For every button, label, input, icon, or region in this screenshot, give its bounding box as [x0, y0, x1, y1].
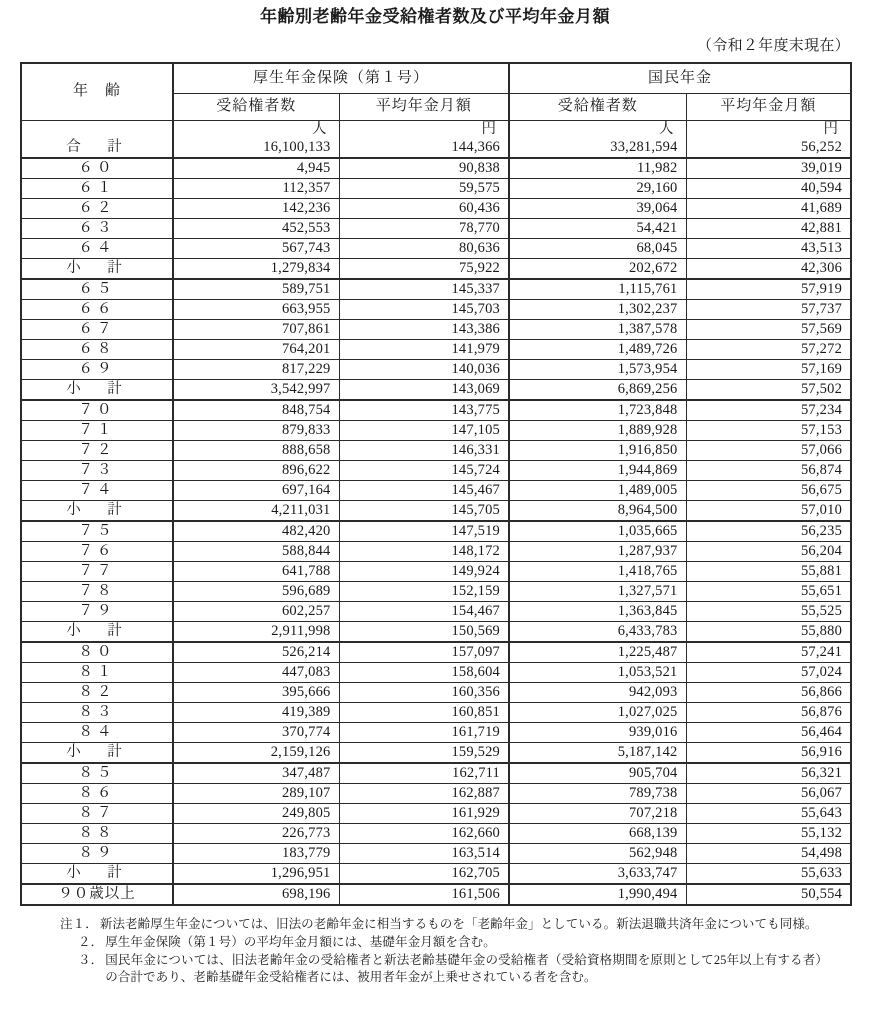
- row-age-label: ６２: [21, 198, 173, 218]
- cell-value: 57,024: [686, 662, 851, 682]
- cell-value: 482,420: [173, 521, 339, 542]
- unit-label: 人: [173, 120, 339, 138]
- row-age-label: 小 計: [21, 621, 173, 642]
- row-age-label: ８１: [21, 662, 173, 682]
- table-row: [21, 823, 851, 843]
- cell-value: 157,097: [339, 642, 509, 663]
- cell-value: 57,234: [686, 400, 851, 421]
- cell-value: 55,525: [686, 601, 851, 621]
- cell-value: 68,045: [509, 238, 686, 258]
- row-age-label: ６８: [21, 339, 173, 359]
- row-age-label: ６９: [21, 359, 173, 379]
- table-row: [21, 742, 851, 763]
- cell-value: 1,916,850: [509, 440, 686, 460]
- table-row: [21, 561, 851, 581]
- table-row: [21, 279, 851, 300]
- cell-value: 162,660: [339, 823, 509, 843]
- cell-value: 939,016: [509, 722, 686, 742]
- table-row: [21, 440, 851, 460]
- cell-value: 163,514: [339, 843, 509, 863]
- cell-value: 596,689: [173, 581, 339, 601]
- cell-value: 1,279,834: [173, 258, 339, 279]
- cell-value: 226,773: [173, 823, 339, 843]
- cell-value: 145,337: [339, 279, 509, 300]
- cell-value: 43,513: [686, 238, 851, 258]
- cell-value: 249,805: [173, 803, 339, 823]
- cell-value: 75,922: [339, 258, 509, 279]
- cell-value: 55,880: [686, 621, 851, 642]
- cell-value: 57,169: [686, 359, 851, 379]
- row-age-label: ６１: [21, 178, 173, 198]
- footnote: [78, 952, 828, 986]
- cell-value: 142,236: [173, 198, 339, 218]
- table-row: [21, 601, 851, 621]
- cell-value: 2,159,126: [173, 742, 339, 763]
- cell-value: 39,019: [686, 158, 851, 179]
- pension-statistics-table: [20, 62, 852, 906]
- cell-value: 42,881: [686, 218, 851, 238]
- cell-value: 942,093: [509, 682, 686, 702]
- cell-value: 55,651: [686, 581, 851, 601]
- row-age-label: ８６: [21, 783, 173, 803]
- cell-value: 588,844: [173, 541, 339, 561]
- row-age-label: ６３: [21, 218, 173, 238]
- cell-value: 1,418,765: [509, 561, 686, 581]
- cell-value: 50,554: [686, 884, 851, 905]
- row-age-label: 小 計: [21, 258, 173, 279]
- table-row: [21, 138, 851, 158]
- table-row: [21, 238, 851, 258]
- cell-value: 6,869,256: [509, 379, 686, 400]
- cell-value: 57,502: [686, 379, 851, 400]
- column-header-age: 年 齢: [21, 63, 173, 120]
- cell-value: 54,498: [686, 843, 851, 863]
- cell-value: 8,964,500: [509, 500, 686, 521]
- cell-value: 78,770: [339, 218, 509, 238]
- row-age-label: ６０: [21, 158, 173, 179]
- cell-value: 56,866: [686, 682, 851, 702]
- cell-value: 112,357: [173, 178, 339, 198]
- row-age-label: ８３: [21, 702, 173, 722]
- unit-label: 円: [339, 120, 509, 138]
- cell-value: 4,211,031: [173, 500, 339, 521]
- header-row-groups: [21, 63, 851, 93]
- cell-value: 663,955: [173, 299, 339, 319]
- column-header-kokumin-avg-monthly: 平均年金月額: [686, 93, 851, 120]
- cell-value: 162,711: [339, 763, 509, 784]
- cell-value: 90,838: [339, 158, 509, 179]
- row-age-label: ９０歳以上: [21, 884, 173, 905]
- cell-value: 668,139: [509, 823, 686, 843]
- column-header-kokumin-recipients: 受給権者数: [509, 93, 686, 120]
- cell-value: 56,067: [686, 783, 851, 803]
- cell-value: 789,738: [509, 783, 686, 803]
- cell-value: 40,594: [686, 178, 851, 198]
- row-age-label: ８０: [21, 642, 173, 663]
- cell-value: 55,633: [686, 863, 851, 884]
- cell-value: 150,569: [339, 621, 509, 642]
- footnotes: [60, 916, 828, 986]
- table-row: [21, 178, 851, 198]
- cell-value: 641,788: [173, 561, 339, 581]
- cell-value: 347,487: [173, 763, 339, 784]
- cell-value: 289,107: [173, 783, 339, 803]
- cell-value: 56,204: [686, 541, 851, 561]
- cell-value: 764,201: [173, 339, 339, 359]
- cell-value: 1,944,869: [509, 460, 686, 480]
- row-age-label: ８２: [21, 682, 173, 702]
- cell-value: 41,689: [686, 198, 851, 218]
- cell-value: 1,027,025: [509, 702, 686, 722]
- cell-value: 161,719: [339, 722, 509, 742]
- table-row: [21, 803, 851, 823]
- table-row: [21, 258, 851, 279]
- row-age-label: 小 計: [21, 863, 173, 884]
- cell-value: 159,529: [339, 742, 509, 763]
- cell-value: 1,990,494: [509, 884, 686, 905]
- cell-value: 29,160: [509, 178, 686, 198]
- cell-value: 3,633,747: [509, 863, 686, 884]
- cell-value: 589,751: [173, 279, 339, 300]
- column-group-kokumin: 国民年金: [509, 63, 851, 93]
- unit-row-age-spacer: [21, 120, 173, 138]
- row-age-label: ７１: [21, 420, 173, 440]
- cell-value: 144,366: [339, 138, 509, 158]
- table-row: [21, 339, 851, 359]
- table-row: [21, 581, 851, 601]
- cell-value: 148,172: [339, 541, 509, 561]
- cell-value: 697,164: [173, 480, 339, 500]
- cell-value: 202,672: [509, 258, 686, 279]
- row-age-label: ７０: [21, 400, 173, 421]
- table-row: [21, 218, 851, 238]
- cell-value: 6,433,783: [509, 621, 686, 642]
- cell-value: 162,705: [339, 863, 509, 884]
- row-age-label: ８７: [21, 803, 173, 823]
- footnote-text: 国民年金については、旧法老齢年金の受給権者と新法老齢基礎年金の受給権者（受給資格期間を原則として25年以上有する者）の合計であり、老齢基礎年金受給権者には、被用者年金が上乗せされている者を含む。: [105, 952, 828, 984]
- row-age-label: ６７: [21, 319, 173, 339]
- cell-value: 59,575: [339, 178, 509, 198]
- cell-value: 160,851: [339, 702, 509, 722]
- cell-value: 143,775: [339, 400, 509, 421]
- cell-value: 1,225,487: [509, 642, 686, 663]
- cell-value: 905,704: [509, 763, 686, 784]
- row-age-label: ７３: [21, 460, 173, 480]
- unit-label: 円: [686, 120, 851, 138]
- cell-value: 602,257: [173, 601, 339, 621]
- cell-value: 147,519: [339, 521, 509, 542]
- cell-value: 888,658: [173, 440, 339, 460]
- cell-value: 57,153: [686, 420, 851, 440]
- cell-value: 141,979: [339, 339, 509, 359]
- cell-value: 707,861: [173, 319, 339, 339]
- table-header: [21, 63, 851, 120]
- cell-value: 1,296,951: [173, 863, 339, 884]
- row-age-label: ６５: [21, 279, 173, 300]
- as-of-date: （令和２年度末現在）: [696, 38, 850, 54]
- table-row: [21, 662, 851, 682]
- row-age-label: ８８: [21, 823, 173, 843]
- cell-value: 526,214: [173, 642, 339, 663]
- cell-value: 1,489,726: [509, 339, 686, 359]
- cell-value: 370,774: [173, 722, 339, 742]
- cell-value: 55,881: [686, 561, 851, 581]
- row-age-label: ６６: [21, 299, 173, 319]
- column-header-kosei-avg-monthly: 平均年金月額: [339, 93, 509, 120]
- cell-value: 147,105: [339, 420, 509, 440]
- cell-value: 145,705: [339, 500, 509, 521]
- table-row: [21, 843, 851, 863]
- table-row: [21, 319, 851, 339]
- cell-value: 11,982: [509, 158, 686, 179]
- row-age-label: ８９: [21, 843, 173, 863]
- cell-value: 143,386: [339, 319, 509, 339]
- row-age-label: 小 計: [21, 379, 173, 400]
- table-row: [21, 400, 851, 421]
- cell-value: 5,187,142: [509, 742, 686, 763]
- cell-value: 1,889,928: [509, 420, 686, 440]
- cell-value: 39,064: [509, 198, 686, 218]
- cell-value: 56,675: [686, 480, 851, 500]
- row-age-label: ７２: [21, 440, 173, 460]
- table-row: [21, 158, 851, 179]
- row-age-label: ７６: [21, 541, 173, 561]
- cell-value: 1,053,521: [509, 662, 686, 682]
- cell-value: 896,622: [173, 460, 339, 480]
- cell-value: 56,874: [686, 460, 851, 480]
- cell-value: 1,363,845: [509, 601, 686, 621]
- cell-value: 1,489,005: [509, 480, 686, 500]
- cell-value: 1,573,954: [509, 359, 686, 379]
- row-age-label: ７４: [21, 480, 173, 500]
- table-body: [21, 120, 851, 905]
- table-row: [21, 500, 851, 521]
- cell-value: 1,035,665: [509, 521, 686, 542]
- cell-value: 16,100,133: [173, 138, 339, 158]
- cell-value: 3,542,997: [173, 379, 339, 400]
- cell-value: 80,636: [339, 238, 509, 258]
- cell-value: 1,287,937: [509, 541, 686, 561]
- cell-value: 698,196: [173, 884, 339, 905]
- unit-label: 人: [509, 120, 686, 138]
- cell-value: 158,604: [339, 662, 509, 682]
- cell-value: 452,553: [173, 218, 339, 238]
- table-row: [21, 359, 851, 379]
- cell-value: 567,743: [173, 238, 339, 258]
- cell-value: 152,159: [339, 581, 509, 601]
- cell-value: 149,924: [339, 561, 509, 581]
- table-row: [21, 682, 851, 702]
- cell-value: 57,010: [686, 500, 851, 521]
- footnote-marker: ３．: [78, 952, 104, 967]
- row-age-label: ７５: [21, 521, 173, 542]
- cell-value: 55,643: [686, 803, 851, 823]
- cell-value: 56,464: [686, 722, 851, 742]
- cell-value: 57,569: [686, 319, 851, 339]
- cell-value: 879,833: [173, 420, 339, 440]
- table-row: [21, 642, 851, 663]
- cell-value: 56,252: [686, 138, 851, 158]
- cell-value: 419,389: [173, 702, 339, 722]
- table-row: [21, 521, 851, 542]
- cell-value: 143,069: [339, 379, 509, 400]
- footnote-marker: ２．: [78, 934, 104, 949]
- column-header-kosei-recipients: 受給権者数: [173, 93, 339, 120]
- row-age-label: 小 計: [21, 500, 173, 521]
- cell-value: 60,436: [339, 198, 509, 218]
- cell-value: 161,929: [339, 803, 509, 823]
- cell-value: 56,235: [686, 521, 851, 542]
- table-row: [21, 702, 851, 722]
- table-row: [21, 863, 851, 884]
- cell-value: 145,703: [339, 299, 509, 319]
- table-row: [21, 722, 851, 742]
- cell-value: 161,506: [339, 884, 509, 905]
- row-age-label: ７９: [21, 601, 173, 621]
- cell-value: 140,036: [339, 359, 509, 379]
- cell-value: 562,948: [509, 843, 686, 863]
- cell-value: 1,115,761: [509, 279, 686, 300]
- cell-value: 56,321: [686, 763, 851, 784]
- cell-value: 848,754: [173, 400, 339, 421]
- row-age-label: 小 計: [21, 742, 173, 763]
- row-age-label: ８４: [21, 722, 173, 742]
- row-age-label: ７８: [21, 581, 173, 601]
- table-row: [21, 198, 851, 218]
- table-row: [21, 460, 851, 480]
- footnote: [78, 934, 828, 951]
- cell-value: 162,887: [339, 783, 509, 803]
- cell-value: 57,241: [686, 642, 851, 663]
- cell-value: 55,132: [686, 823, 851, 843]
- footnote: [60, 916, 828, 933]
- cell-value: 56,916: [686, 742, 851, 763]
- cell-value: 145,467: [339, 480, 509, 500]
- column-group-kosei: 厚生年金保険（第１号）: [173, 63, 509, 93]
- cell-value: 1,327,571: [509, 581, 686, 601]
- footnote-marker: 注１．: [60, 916, 98, 931]
- table-row: [21, 884, 851, 905]
- table-row: [21, 783, 851, 803]
- cell-value: 146,331: [339, 440, 509, 460]
- cell-value: 57,919: [686, 279, 851, 300]
- cell-value: 145,724: [339, 460, 509, 480]
- cell-value: 707,218: [509, 803, 686, 823]
- footnote-text: 厚生年金保険（第１号）の平均年金月額には、基礎年金月額を含む。: [105, 934, 496, 949]
- cell-value: 4,945: [173, 158, 339, 179]
- cell-value: 817,229: [173, 359, 339, 379]
- table-row: [21, 480, 851, 500]
- table-row: [21, 763, 851, 784]
- cell-value: 2,911,998: [173, 621, 339, 642]
- table-row: [21, 379, 851, 400]
- cell-value: 33,281,594: [509, 138, 686, 158]
- row-age-label: ７７: [21, 561, 173, 581]
- footnote-text: 新法老齢厚生年金については、旧法の老齢年金に相当するものを「老齢年金」としている。新法退職共済年金についても同様。: [99, 916, 818, 931]
- cell-value: 160,356: [339, 682, 509, 702]
- unit-row: [21, 120, 851, 138]
- cell-value: 56,876: [686, 702, 851, 722]
- cell-value: 57,272: [686, 339, 851, 359]
- page-title: 年齢別老齢年金受給権者数及び平均年金月額: [260, 7, 610, 26]
- table-row: [21, 420, 851, 440]
- table-row: [21, 541, 851, 561]
- cell-value: 54,421: [509, 218, 686, 238]
- row-age-label: 合 計: [21, 138, 173, 158]
- cell-value: 57,737: [686, 299, 851, 319]
- row-age-label: ８５: [21, 763, 173, 784]
- cell-value: 395,666: [173, 682, 339, 702]
- table-row: [21, 299, 851, 319]
- cell-value: 1,723,848: [509, 400, 686, 421]
- table-row: [21, 621, 851, 642]
- cell-value: 57,066: [686, 440, 851, 460]
- cell-value: 1,302,237: [509, 299, 686, 319]
- row-age-label: ６４: [21, 238, 173, 258]
- cell-value: 1,387,578: [509, 319, 686, 339]
- cell-value: 183,779: [173, 843, 339, 863]
- cell-value: 42,306: [686, 258, 851, 279]
- cell-value: 154,467: [339, 601, 509, 621]
- cell-value: 447,083: [173, 662, 339, 682]
